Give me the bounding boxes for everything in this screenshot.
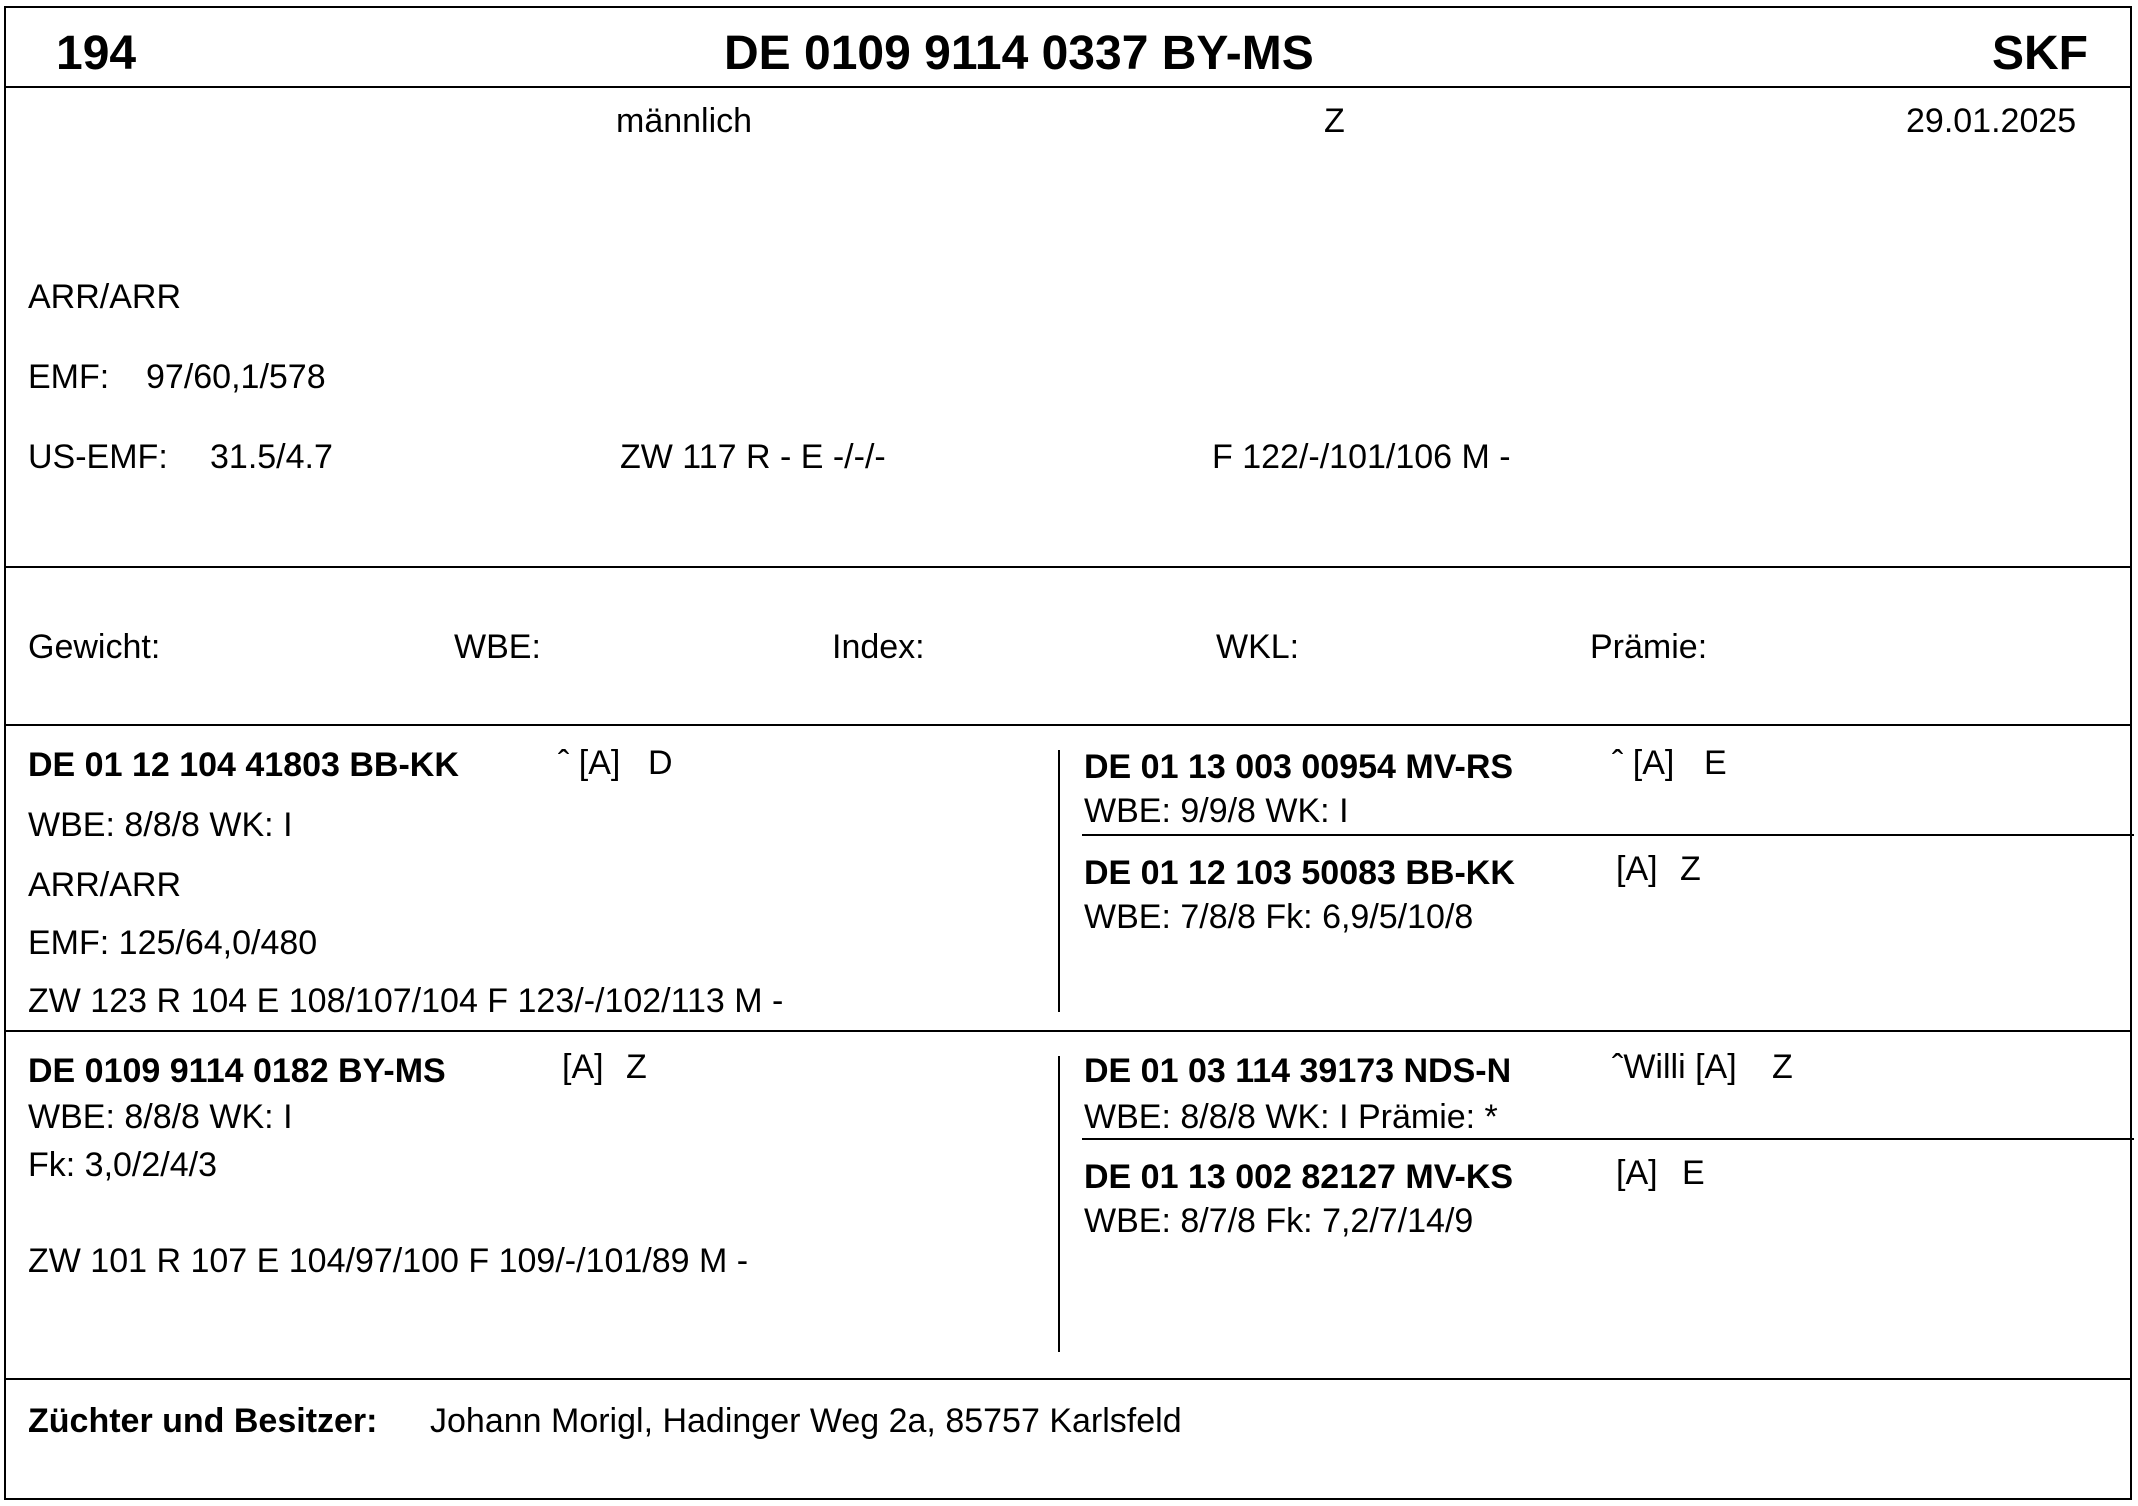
sire-sub-divider (1082, 834, 2134, 836)
metrics-divider (6, 724, 2130, 726)
praemie-label: Prämie: (1590, 628, 1708, 666)
sire-sire-wbe: WBE: 9/9/8 WK: I (1084, 792, 1349, 830)
date-label: 29.01.2025 (1906, 102, 2077, 140)
dam-wbe: WBE: 8/8/8 WK: I (28, 1098, 293, 1136)
sire-column-divider (1058, 750, 1060, 1012)
wkl-label: WKL: (1216, 628, 1300, 666)
dam-dam-id: DE 01 13 002 82127 MV-KS (1084, 1158, 1514, 1196)
sire-dam-id: DE 01 12 103 50083 BB-KK (1084, 854, 1515, 892)
genotype-label: ARR/ARR (28, 278, 182, 316)
dam-fk: Fk: 3,0/2/4/3 (28, 1146, 217, 1184)
dam-column-divider (1058, 1056, 1060, 1352)
sire-dam-tags: [A] (1616, 850, 1658, 888)
weight-label: Gewicht: (28, 628, 161, 666)
breed-code: SKF (1992, 27, 2088, 80)
dam-dam-tags: [A] (1616, 1154, 1658, 1192)
sire-dam-grade: Z (1680, 850, 1701, 888)
sire-emf: EMF: 125/64,0/480 (28, 924, 318, 962)
dam-grade: Z (626, 1048, 647, 1086)
catalog-number: 194 (56, 27, 137, 80)
pedigree-card (4, 6, 2132, 1500)
dam-sub-divider (1082, 1138, 2134, 1140)
sire-genotype: ARR/ARR (28, 866, 182, 904)
emf-value: 97/60,1/578 (146, 358, 326, 396)
header-divider (6, 86, 2130, 88)
info-divider (6, 566, 2130, 568)
usemf-label: US-EMF: (28, 438, 168, 476)
dam-tags: [A] (562, 1048, 604, 1086)
index-label: Index: (832, 628, 925, 666)
sire-grade: D (648, 744, 673, 782)
sire-wbe: WBE: 8/8/8 WK: I (28, 806, 293, 844)
animal-id: DE 0109 9114 0337 BY-MS (724, 27, 1314, 80)
dam-sire-wbe: WBE: 8/8/8 WK: I Prämie: * (1084, 1098, 1498, 1136)
sire-sire-tags: ˆ [A] (1612, 744, 1675, 782)
sire-id: DE 01 12 104 41803 BB-KK (28, 746, 459, 784)
dam-id: DE 0109 9114 0182 BY-MS (28, 1052, 446, 1090)
usemf-value: 31.5/4.7 (210, 438, 333, 476)
sire-tags: ˆ [A] (558, 744, 621, 782)
sire-dam-divider (6, 1030, 2130, 1032)
dam-sire-id: DE 01 03 114 39173 NDS-N (1084, 1052, 1512, 1090)
dam-dam-grade: E (1682, 1154, 1705, 1192)
emf-label: EMF: (28, 358, 110, 396)
footer-divider (6, 1378, 2130, 1380)
dam-sire-tags: ˆWilli [A] (1612, 1048, 1737, 1086)
breeder-owner-value: Johann Morigl, Hadinger Weg 2a, 85757 Karlsfeld (430, 1402, 1182, 1440)
wbe-label: WBE: (454, 628, 541, 666)
dam-dam-wbe: WBE: 8/7/8 Fk: 7,2/7/14/9 (1084, 1202, 1474, 1240)
dam-sire-grade: Z (1772, 1048, 1793, 1086)
zw-value: ZW 117 R - E -/-/- (620, 438, 886, 476)
breeder-owner-label: Züchter und Besitzer: (28, 1402, 378, 1440)
dam-zw: ZW 101 R 107 E 104/97/100 F 109/-/101/89 M - (28, 1242, 749, 1280)
sire-zw: ZW 123 R 104 E 108/107/104 F 123/-/102/113 M - (28, 982, 784, 1020)
mark-label: Z (1324, 102, 1345, 140)
sire-sire-id: DE 01 13 003 00954 MV-RS (1084, 748, 1514, 786)
sire-sire-grade: E (1704, 744, 1727, 782)
sire-dam-wbe: WBE: 7/8/8 Fk: 6,9/5/10/8 (1084, 898, 1474, 936)
f-value: F 122/-/101/106 M - (1212, 438, 1511, 476)
sex-label: männlich (616, 102, 753, 140)
